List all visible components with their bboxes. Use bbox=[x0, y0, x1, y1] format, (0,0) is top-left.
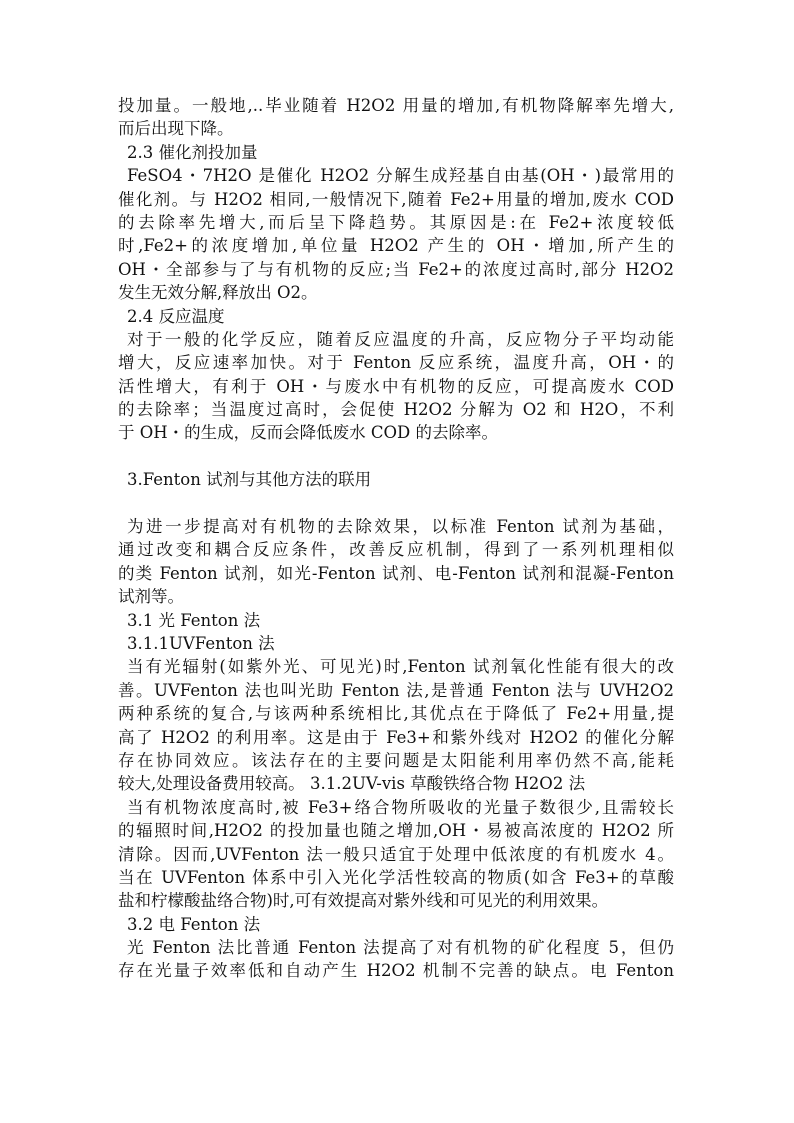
text-line: 的类 Fenton 试剂，如光-Fenton 试剂、电-Fenton 试剂和混凝-Fenton bbox=[118, 563, 674, 583]
text-line: 光 Fenton 法比普通 Fenton 法提高了对有机物的矿化程度 5，但仍 bbox=[127, 938, 674, 958]
text-line: 当在 UVFenton 体系中引入光化学活性较高的物质(如含 Fe3+的草酸 bbox=[118, 867, 674, 887]
text-line: 对于一般的化学反应，随着反应温度的升高，反应物分子平均动能 bbox=[127, 329, 674, 349]
text-line: FeSO4・7H2O 是催化 H2O2 分解生成羟基自由基(OH・)最常用的 bbox=[127, 166, 674, 186]
text-line: 增大，反应速率加快。对于 Fenton 反应系统，温度升高，OH・的 bbox=[118, 353, 674, 373]
text-line: 通过改变和耦合反应条件，改善反应机制，得到了一系列机理相似 bbox=[118, 540, 674, 560]
paragraph-electro-fenton bbox=[118, 936, 674, 983]
text-line: 发生无效分解,释放出 O2。 bbox=[118, 283, 318, 303]
text-line: 的去除率先增大,而后呈下降趋势。其原因是:在 Fe2+浓度较低 bbox=[118, 212, 674, 232]
section-heading-3-2: 3.2 电 Fenton 法 bbox=[127, 914, 261, 934]
text-line: 而后出现下降。 bbox=[118, 119, 234, 139]
text-line: 当有机物浓度高时,被 Fe3+络合物所吸收的光量子数很少,且需较长 bbox=[127, 797, 674, 817]
text-line: 高了 H2O2 的利用率。这是由于 Fe3+和紫外线对 H2O2 的催化分解 bbox=[118, 727, 674, 747]
text-line: 为进一步提高对有机物的去除效果，以标准 Fenton 试剂为基础， bbox=[127, 517, 674, 537]
text-line: 善。UVFenton 法也叫光助 Fenton 法,是普通 Fenton 法与 UVH2O2 bbox=[118, 680, 674, 700]
text-line: OH・全部参与了与有机物的反应;当 Fe2+的浓度过高时,部分 H2O2 bbox=[118, 259, 674, 279]
document-page bbox=[118, 94, 674, 983]
section-heading-3: 3.Fenton 试剂与其他方法的联用 bbox=[127, 470, 372, 490]
paragraph-dosage-end bbox=[118, 94, 674, 141]
blank-line bbox=[118, 492, 674, 515]
text-line: 两种系统的复合,与该两种系统相比,其优点在于降低了 Fe2+用量,提 bbox=[118, 704, 674, 724]
text-line: 的去除率；当温度过高时，会促使 H2O2 分解为 O2 和 H2O，不利 bbox=[118, 400, 674, 420]
text-line: 较大,处理设备费用较高。 3.1.2UV-vis 草酸铁络合物 H2O2 法 bbox=[118, 774, 586, 794]
text-line: 存在协同效应。该法存在的主要问题是太阳能利用率仍然不高,能耗 bbox=[118, 750, 674, 770]
text-line: 试剂等。 bbox=[118, 587, 184, 607]
section-heading-2-3: 2.3 催化剂投加量 bbox=[127, 142, 258, 162]
text-line: 的辐照时间,H2O2 的投加量也随之增加,OH・易被高浓度的 H2O2 所 bbox=[118, 821, 674, 841]
text-line: 存在光量子效率低和自动产生 H2O2 机制不完善的缺点。电 Fenton bbox=[118, 961, 674, 981]
text-line: 清除。因而,UVFenton 法一般只适宜于处理中低浓度的有机废水 4。 bbox=[118, 844, 674, 864]
text-line: 当有光辐射(如紫外光、可见光)时,Fenton 试剂氧化性能有很大的改 bbox=[127, 657, 674, 677]
paragraph-combined-methods bbox=[118, 515, 674, 609]
text-line: 投加量。一般地,..毕业随着 H2O2 用量的增加,有机物降解率先增大, bbox=[118, 96, 674, 115]
text-line: 盐和柠檬酸盐络合物)时,可有效提高对紫外线和可见光的利用效果。 bbox=[118, 891, 609, 911]
text-line: 催化剂。与 H2O2 相同,一般情况下,随着 Fe2+用量的增加,废水 COD bbox=[118, 189, 674, 209]
section-heading-3-1-1: 3.1.1UVFenton 法 bbox=[127, 633, 275, 653]
paragraph-catalyst bbox=[118, 164, 674, 304]
text-line: 活性增大，有利于 OH・与废水中有机物的反应，可提高废水 COD bbox=[118, 376, 674, 396]
section-heading-2-4: 2.4 反应温度 bbox=[127, 306, 225, 326]
text-line: 时,Fe2+的浓度增加,单位量 H2O2 产生的 OH・增加,所产生的 bbox=[118, 236, 674, 256]
paragraph-temperature bbox=[118, 328, 674, 445]
paragraph-uv-vis bbox=[118, 796, 674, 913]
blank-line bbox=[118, 445, 674, 468]
paragraph-uvfenton bbox=[118, 655, 674, 795]
section-heading-3-1: 3.1 光 Fenton 法 bbox=[127, 610, 261, 630]
text-line: 于 OH・的生成，反而会降低废水 COD 的去除率。 bbox=[118, 423, 499, 443]
